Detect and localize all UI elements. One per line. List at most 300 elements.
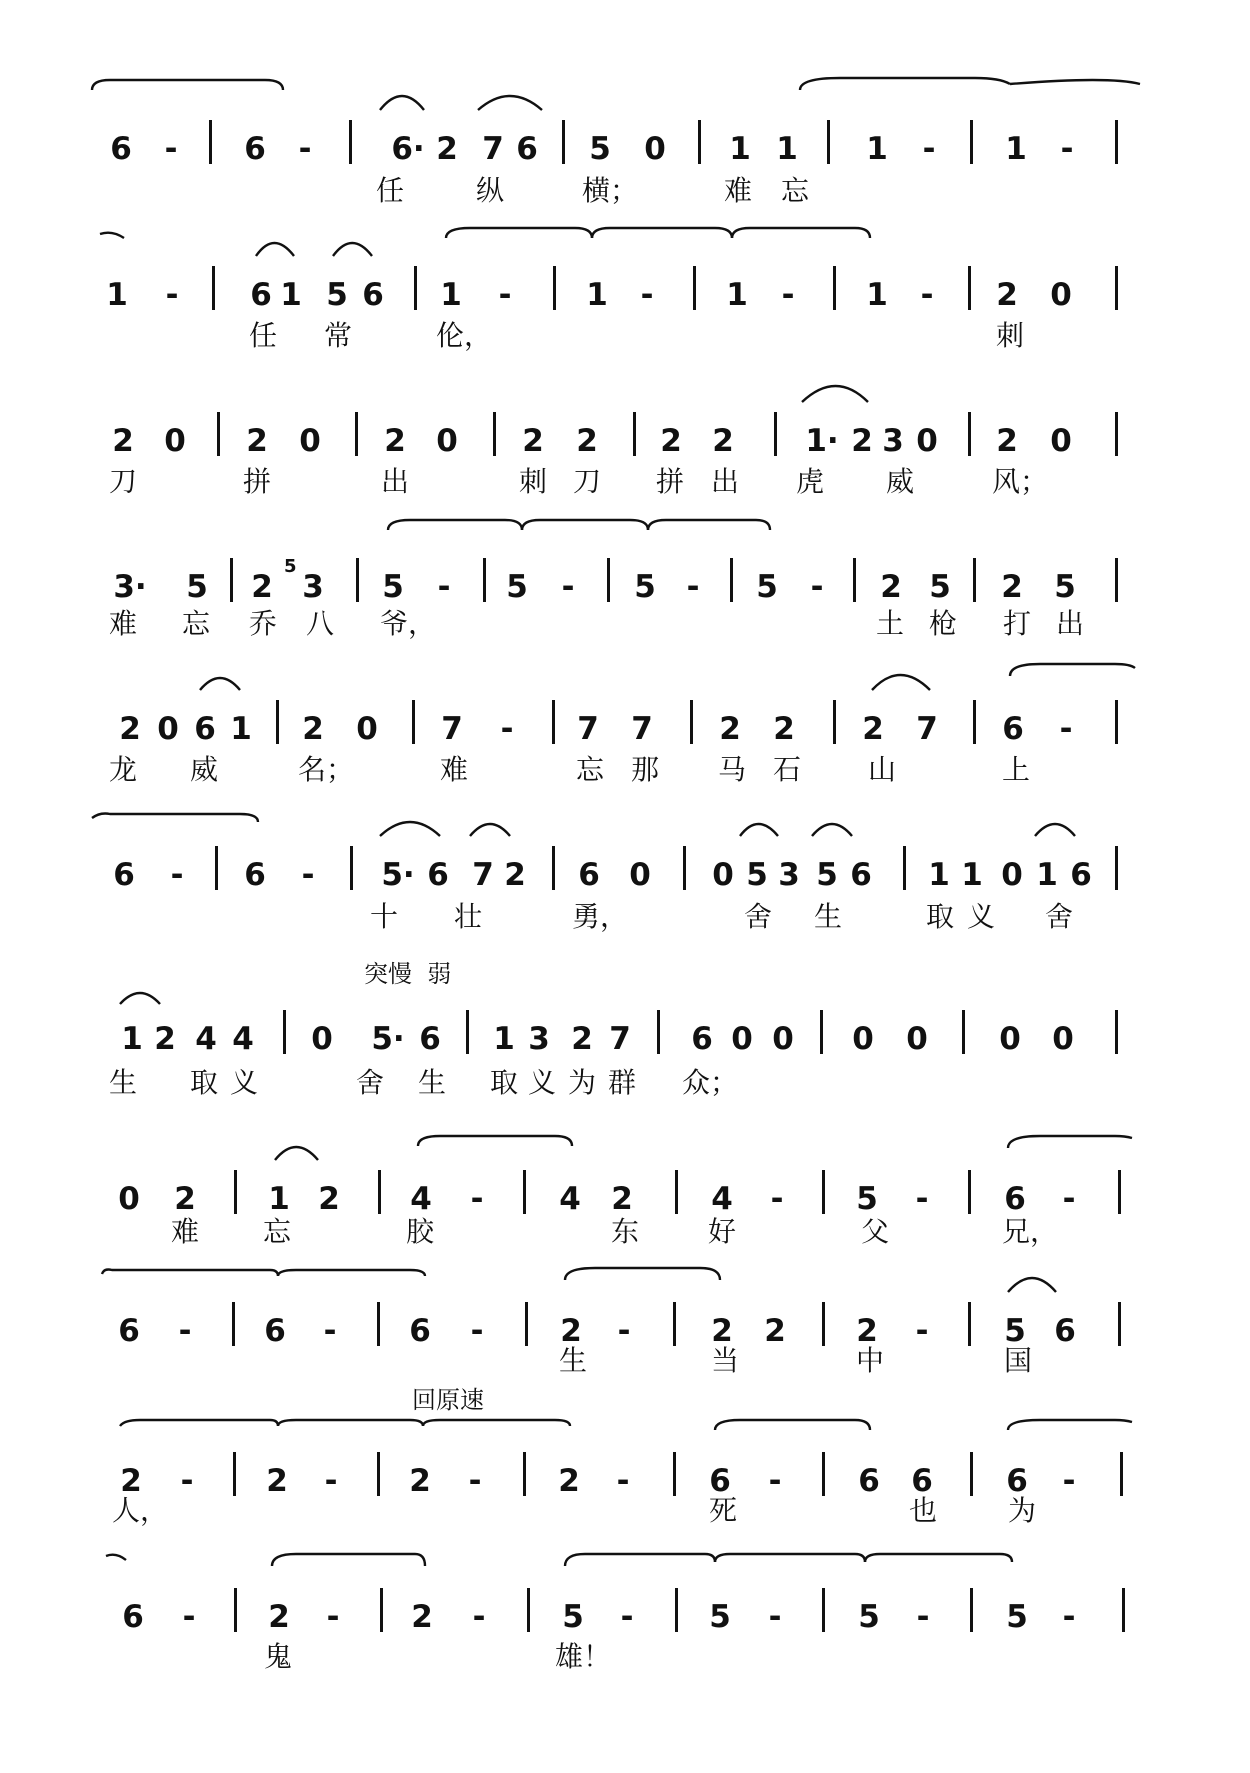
note: 2 [611,1181,633,1217]
lyric: 任 [248,319,277,352]
note: 0 [999,1021,1021,1057]
note: 2 [571,1021,593,1057]
lyrics-line [0,1215,1250,1255]
barline [527,1588,530,1632]
barline [466,1010,469,1054]
note: 6 [1054,1313,1076,1349]
barline [690,700,693,744]
note: 6 [194,711,216,747]
barline [673,1302,676,1346]
note: 6 [516,131,538,167]
note: 2 [764,1313,786,1349]
lyric: 枪 [928,607,957,640]
note: - [323,1313,337,1349]
lyric: 取 [925,900,954,933]
note: 2 [711,1313,733,1349]
barline [962,1010,965,1054]
note: - [1059,711,1073,747]
note: 2 [409,1463,431,1499]
note: 5 [634,569,656,605]
barline [675,1170,678,1214]
lyrics-line [0,319,1250,359]
staff-line [0,1160,1250,1220]
note: - [170,857,184,893]
barline [349,120,352,164]
note: - [617,1313,631,1349]
note: - [1060,131,1074,167]
barline [212,266,215,310]
note: 6 [1070,857,1092,893]
staff-line [0,256,1250,316]
note: 0 [356,711,378,747]
barline [730,558,733,602]
note: - [498,277,512,313]
note: 5 [858,1599,880,1635]
lyric: 难 [108,607,137,640]
note: - [1062,1463,1076,1499]
lyric: 横； [581,174,638,207]
lyric: 取 [189,1066,218,1099]
lyric: 中 [855,1344,884,1377]
note: 3 [882,423,904,459]
barline [1115,266,1118,310]
note: 7 [631,711,653,747]
note: 6 [250,277,272,313]
note: 2 [154,1021,176,1057]
barline [822,1588,825,1632]
lyric: 舍 [743,900,772,933]
barline [562,120,565,164]
lyric: 取 [489,1066,518,1099]
note: 7 [482,131,504,167]
note: 5 [1006,1599,1028,1635]
lyric: 出 [710,465,739,498]
lyric: 难 [439,753,468,786]
barline [968,1302,971,1346]
note: 6 [911,1463,933,1499]
lyrics-line [0,1640,1250,1680]
note: 5 [929,569,951,605]
note: - [620,1599,634,1635]
barline [822,1170,825,1214]
note: - [301,857,315,893]
note: 6 [691,1021,713,1057]
lyric: 刺 [518,465,547,498]
barline [1115,120,1118,164]
note: 5 [326,277,348,313]
barline [973,700,976,744]
note: 6 [362,277,384,313]
note: 6 [113,857,135,893]
note: 2 [120,1463,142,1499]
staff-line [0,836,1250,896]
note: 0 [712,857,734,893]
note: 6 [264,1313,286,1349]
note: 0 [644,131,666,167]
barline [412,700,415,744]
note: 2 [996,277,1018,313]
barline [1118,1170,1121,1214]
lyrics-line [0,607,1250,647]
tempo-marking: 回原速 [412,1386,484,1414]
note: 2 [856,1313,878,1349]
note: - [561,569,575,605]
barline [1120,1452,1123,1496]
note: - [164,131,178,167]
note: 0 [311,1021,333,1057]
note: 5 [186,569,208,605]
note: 1 [928,857,950,893]
barline [607,558,610,602]
lyric: 义 [527,1066,556,1099]
note: 6 [709,1463,731,1499]
barline [970,120,973,164]
lyric: 难 [723,174,752,207]
note: - [770,1181,784,1217]
note: 5· [371,1021,405,1057]
lyric: 忘 [262,1215,291,1248]
note: 1 [726,277,748,313]
note: - [437,569,451,605]
note: 3 [778,857,800,893]
note: 0 [157,711,179,747]
lyrics-line [0,1066,1250,1106]
lyric: 打 [1002,607,1031,640]
staff-line [0,110,1250,170]
note: 1 [106,277,128,313]
note: 1 [493,1021,515,1057]
note: 6· [391,131,425,167]
barline [552,700,555,744]
note: - [686,569,700,605]
lyric: 威 [885,465,914,498]
note: 2 [436,131,458,167]
lyric: 生 [417,1066,446,1099]
barline [1122,1588,1125,1632]
lyric: 兄， [1001,1215,1058,1248]
lyric: 舍 [355,1066,384,1099]
lyric: 父 [860,1215,889,1248]
barline [827,120,830,164]
staff-line [0,1442,1250,1502]
note: - [640,277,654,313]
note: 2 [560,1313,582,1349]
note: 2 [1001,569,1023,605]
note: 4 [711,1181,733,1217]
note: 4 [195,1021,217,1057]
barline [355,412,358,456]
lyrics-line [0,1494,1250,1534]
lyric: 那 [630,753,659,786]
barline [673,1452,676,1496]
barline [234,1170,237,1214]
note: - [470,1181,484,1217]
grace-note: 5 [284,556,297,577]
note: 6 [1004,1181,1026,1217]
lyric: 上 [1001,753,1030,786]
note: 1 [776,131,798,167]
note: 5 [856,1181,878,1217]
note: 2 [660,423,682,459]
lyric: 刀 [572,465,601,498]
barline [903,846,906,890]
barline [973,558,976,602]
lyric: 勇， [571,900,628,933]
lyric: 乔 [248,607,277,640]
note: 6 [244,131,266,167]
note: 1 [961,857,983,893]
note: 2 [851,423,873,459]
lyrics-line [0,465,1250,505]
lyric: 纵 [475,174,504,207]
note: 2 [558,1463,580,1499]
note: 2 [268,1599,290,1635]
note: 0 [629,857,651,893]
lyric: 伦， [435,319,492,352]
note: 1 [280,277,302,313]
note: - [1062,1599,1076,1635]
note: 2 [504,857,526,893]
lyric: 群 [607,1066,636,1099]
note: 0 [1052,1021,1074,1057]
note: 0 [916,423,938,459]
barline [523,1170,526,1214]
lyric: 刺 [995,319,1024,352]
note: 6 [409,1313,431,1349]
note: - [916,1599,930,1635]
note: 0 [852,1021,874,1057]
lyric: 忘 [780,174,809,207]
note: 2 [996,423,1018,459]
note: - [781,277,795,313]
barline [234,1588,237,1632]
lyric: 为 [1007,1494,1036,1527]
lyric: 威 [189,753,218,786]
note: - [810,569,824,605]
staff-line [0,548,1250,608]
note: 2 [773,711,795,747]
note: 4 [410,1181,432,1217]
lyric: 国 [1003,1344,1032,1377]
barline [377,1302,380,1346]
note: - [470,1313,484,1349]
lyric: 雄！ [555,1640,612,1673]
note: - [768,1599,782,1635]
note: 1· [805,423,839,459]
note: 5 [382,569,404,605]
note: 5 [756,569,778,605]
note: 2 [411,1599,433,1635]
note: 2 [266,1463,288,1499]
note: 6 [427,857,449,893]
barline [356,558,359,602]
lyric: 众； [681,1066,738,1099]
note: 0 [436,423,458,459]
barline [377,1452,380,1496]
note: 6 [118,1313,140,1349]
barline [683,846,686,890]
note: 2 [119,711,141,747]
barline [283,1010,286,1054]
lyric: 拼 [655,465,684,498]
note: - [616,1463,630,1499]
note: 5 [1054,569,1076,605]
note: 6 [419,1021,441,1057]
barline [493,412,496,456]
note: 6 [858,1463,880,1499]
note: 1 [440,277,462,313]
note: 2 [318,1181,340,1217]
note: 5 [506,569,528,605]
note: 5· [381,857,415,893]
barline [414,266,417,310]
barline [675,1588,678,1632]
staff-line [0,1292,1250,1352]
note: - [182,1599,196,1635]
note: 1 [866,277,888,313]
lyrics-line [0,1344,1250,1384]
note: 4 [232,1021,254,1057]
lyric: 胶 [405,1215,434,1248]
note: 2 [719,711,741,747]
note: 7 [472,857,494,893]
note: - [326,1599,340,1635]
barline [217,412,220,456]
note: 0 [118,1181,140,1217]
note: 5 [1004,1313,1026,1349]
lyric: 死 [708,1494,737,1527]
note: 2 [522,423,544,459]
lyric: 好 [707,1215,736,1248]
lyric: 生 [108,1066,137,1099]
note: 2 [251,569,273,605]
barline [552,846,555,890]
note: - [165,277,179,313]
note: 2 [302,711,324,747]
note: 1 [586,277,608,313]
barline [822,1452,825,1496]
lyrics-line [0,753,1250,793]
barline [523,1452,526,1496]
barline [822,1302,825,1346]
note: 5 [746,857,768,893]
lyric: 八 [305,607,334,640]
lyric: 虎 [795,465,824,498]
note: - [472,1599,486,1635]
barline [968,412,971,456]
lyric: 为 [567,1066,596,1099]
note: 1 [729,131,751,167]
barline [276,700,279,744]
barline [378,1170,381,1214]
note: 6 [244,857,266,893]
note: 7 [916,711,938,747]
lyric: 义 [966,900,995,933]
lyric: 出 [380,465,409,498]
note: 1 [1036,857,1058,893]
barline [1115,558,1118,602]
note: 0 [1050,277,1072,313]
lyric: 忘 [181,607,210,640]
barline [1115,1010,1118,1054]
lyric: 十 [369,900,398,933]
staff-line [0,690,1250,750]
barline [483,558,486,602]
note: 0 [731,1021,753,1057]
lyric: 难 [170,1215,199,1248]
note: 0 [772,1021,794,1057]
note: 1 [1005,131,1027,167]
barline [657,1010,660,1054]
note: 6 [122,1599,144,1635]
note: 6 [1002,711,1024,747]
note: 7 [441,711,463,747]
lyric: 拼 [242,465,271,498]
note: - [468,1463,482,1499]
barline [1118,1302,1121,1346]
tempo-marking: 突慢 弱 [364,960,452,988]
staff-line [0,1000,1250,1060]
barline [1115,846,1118,890]
note: 2 [174,1181,196,1217]
note: - [324,1463,338,1499]
note: 0 [1001,857,1023,893]
lyric: 人， [111,1494,168,1527]
lyric: 刀 [108,465,137,498]
lyric: 当 [710,1344,739,1377]
note: 2 [576,423,598,459]
lyric: 龙 [108,753,137,786]
lyric: 生 [813,900,842,933]
note: - [915,1313,929,1349]
note: 2 [246,423,268,459]
note: - [768,1463,782,1499]
note: 5 [816,857,838,893]
lyric: 任 [375,174,404,207]
barline [970,1452,973,1496]
barline [380,1588,383,1632]
note: 4 [559,1181,581,1217]
staff-line [0,1578,1250,1638]
note: 6 [1006,1463,1028,1499]
barline [525,1302,528,1346]
barline [820,1010,823,1054]
barline [853,558,856,602]
barline [209,120,212,164]
staff-line [0,402,1250,462]
note: 7 [609,1021,631,1057]
note: 1 [230,711,252,747]
lyric: 壮 [453,900,482,933]
lyric: 土 [875,607,904,640]
barline [633,412,636,456]
note: 1 [268,1181,290,1217]
barline [970,1588,973,1632]
barline [833,700,836,744]
note: 1 [866,131,888,167]
barline [968,266,971,310]
lyric: 马 [717,753,746,786]
note: 0 [906,1021,928,1057]
lyric: 石 [772,753,801,786]
lyric: 风； [991,465,1048,498]
barline [553,266,556,310]
note: - [500,711,514,747]
lyrics-line [0,174,1250,214]
note: 0 [299,423,321,459]
note: - [920,277,934,313]
note: 5 [589,131,611,167]
